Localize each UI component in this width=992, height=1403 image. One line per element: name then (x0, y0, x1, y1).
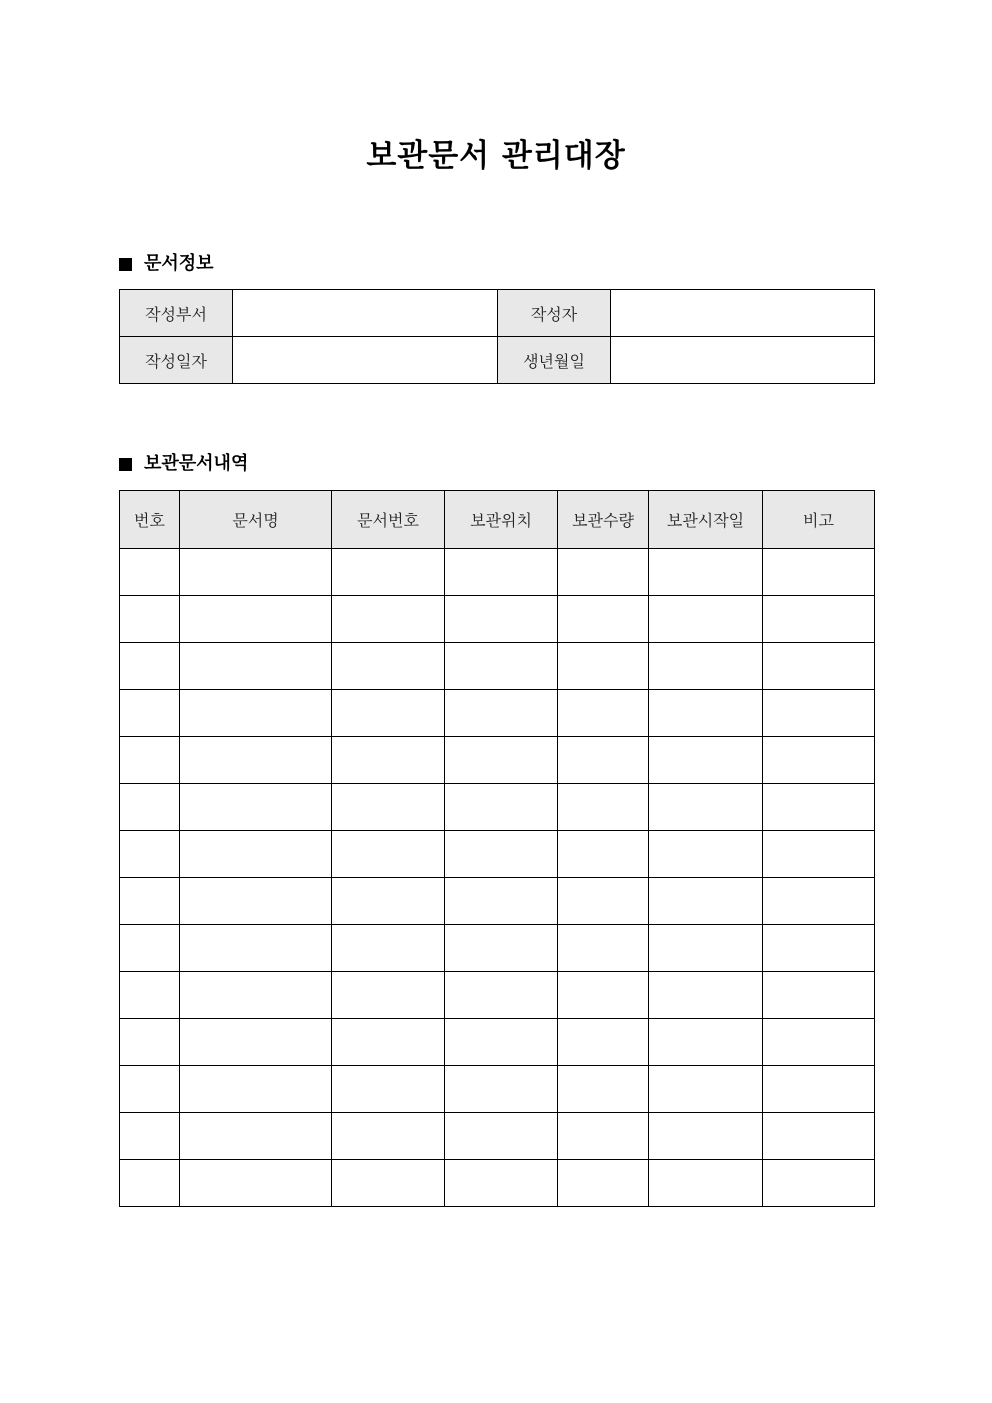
table-row (120, 737, 875, 784)
header-document-name: 문서명 (180, 491, 332, 549)
table-row (120, 1066, 875, 1113)
section-heading-document-info (119, 253, 214, 275)
cell-storage-quantity[interactable] (558, 1066, 649, 1113)
label-birth: 생년월일 (498, 337, 611, 384)
cell-storage-quantity[interactable] (558, 737, 649, 784)
cell-number[interactable] (120, 878, 180, 925)
cell-number[interactable] (120, 1160, 180, 1207)
cell-storage-location[interactable] (445, 690, 558, 737)
cell-document-name[interactable] (180, 1113, 332, 1160)
cell-document-number[interactable] (332, 1160, 445, 1207)
cell-storage-start-date[interactable] (649, 1066, 763, 1113)
cell-storage-quantity[interactable] (558, 878, 649, 925)
square-bullet-icon (119, 258, 132, 271)
cell-document-number[interactable] (332, 643, 445, 690)
archive-list-table (119, 490, 875, 1207)
label-dept: 작성부서 (120, 290, 233, 337)
cell-document-name[interactable] (180, 596, 332, 643)
cell-remarks[interactable] (763, 1160, 875, 1207)
cell-document-number[interactable] (332, 1066, 445, 1113)
cell-storage-location[interactable] (445, 737, 558, 784)
cell-document-name[interactable] (180, 925, 332, 972)
cell-storage-quantity[interactable] (558, 784, 649, 831)
header-storage-start-date: 보관시작일 (649, 491, 763, 549)
value-dept[interactable] (233, 290, 498, 337)
cell-storage-location[interactable] (445, 1019, 558, 1066)
cell-document-number[interactable] (332, 1113, 445, 1160)
table-row (120, 1160, 875, 1207)
cell-document-number[interactable] (332, 596, 445, 643)
cell-number[interactable] (120, 1019, 180, 1066)
cell-number[interactable] (120, 643, 180, 690)
label-date: 작성일자 (120, 337, 233, 384)
cell-storage-quantity[interactable] (558, 1160, 649, 1207)
cell-storage-quantity[interactable] (558, 596, 649, 643)
cell-document-number[interactable] (332, 831, 445, 878)
table-row (120, 1019, 875, 1066)
cell-storage-location[interactable] (445, 831, 558, 878)
label-author: 작성자 (498, 290, 611, 337)
table-header-row (120, 491, 875, 549)
cell-storage-start-date[interactable] (649, 737, 763, 784)
cell-storage-location[interactable] (445, 1160, 558, 1207)
cell-storage-location[interactable] (445, 1066, 558, 1113)
cell-remarks[interactable] (763, 878, 875, 925)
value-date[interactable] (233, 337, 498, 384)
cell-remarks[interactable] (763, 1019, 875, 1066)
cell-document-number[interactable] (332, 549, 445, 596)
cell-storage-quantity[interactable] (558, 549, 649, 596)
cell-document-number[interactable] (332, 878, 445, 925)
cell-document-name[interactable] (180, 878, 332, 925)
cell-number[interactable] (120, 1113, 180, 1160)
cell-storage-quantity[interactable] (558, 1019, 649, 1066)
header-storage-location: 보관위치 (445, 491, 558, 549)
cell-document-name[interactable] (180, 1019, 332, 1066)
cell-storage-start-date[interactable] (649, 1113, 763, 1160)
section-heading-label: 문서정보 (144, 253, 214, 274)
section-heading-archive-list (119, 453, 248, 475)
cell-remarks[interactable] (763, 549, 875, 596)
section-heading-label: 보관문서내역 (144, 453, 249, 474)
cell-remarks[interactable] (763, 1066, 875, 1113)
cell-remarks[interactable] (763, 690, 875, 737)
cell-storage-quantity[interactable] (558, 972, 649, 1019)
cell-remarks[interactable] (763, 784, 875, 831)
table-row (120, 878, 875, 925)
cell-number[interactable] (120, 784, 180, 831)
cell-storage-location[interactable] (445, 549, 558, 596)
cell-storage-start-date[interactable] (649, 596, 763, 643)
cell-document-number[interactable] (332, 737, 445, 784)
header-number: 번호 (120, 491, 180, 549)
cell-storage-location[interactable] (445, 925, 558, 972)
cell-storage-start-date[interactable] (649, 925, 763, 972)
cell-storage-start-date[interactable] (649, 831, 763, 878)
cell-document-name[interactable] (180, 831, 332, 878)
cell-storage-start-date[interactable] (649, 1160, 763, 1207)
cell-number[interactable] (120, 596, 180, 643)
cell-document-name[interactable] (180, 737, 332, 784)
cell-storage-quantity[interactable] (558, 690, 649, 737)
document-info-table (119, 289, 875, 384)
cell-document-name[interactable] (180, 549, 332, 596)
cell-document-number[interactable] (332, 690, 445, 737)
cell-remarks[interactable] (763, 1113, 875, 1160)
cell-document-number[interactable] (332, 925, 445, 972)
cell-storage-start-date[interactable] (649, 643, 763, 690)
cell-number[interactable] (120, 690, 180, 737)
header-document-number: 문서번호 (332, 491, 445, 549)
cell-storage-quantity[interactable] (558, 643, 649, 690)
cell-document-number[interactable] (332, 972, 445, 1019)
cell-storage-quantity[interactable] (558, 831, 649, 878)
table-row (120, 972, 875, 1019)
page-title: 보관문서 관리대장 (366, 138, 626, 174)
table-row (120, 925, 875, 972)
table-row (120, 1113, 875, 1160)
info-row (120, 290, 875, 337)
cell-storage-start-date[interactable] (649, 549, 763, 596)
header-storage-quantity: 보관수량 (558, 491, 649, 549)
table-row (120, 690, 875, 737)
cell-remarks[interactable] (763, 831, 875, 878)
cell-storage-start-date[interactable] (649, 972, 763, 1019)
table-row (120, 784, 875, 831)
cell-number[interactable] (120, 549, 180, 596)
table-row (120, 643, 875, 690)
cell-document-number[interactable] (332, 784, 445, 831)
cell-document-name[interactable] (180, 1066, 332, 1113)
value-birth[interactable] (611, 337, 875, 384)
table-row (120, 831, 875, 878)
cell-number[interactable] (120, 972, 180, 1019)
table-row (120, 596, 875, 643)
cell-document-name[interactable] (180, 690, 332, 737)
cell-storage-quantity[interactable] (558, 925, 649, 972)
cell-document-name[interactable] (180, 972, 332, 1019)
cell-storage-location[interactable] (445, 878, 558, 925)
cell-remarks[interactable] (763, 925, 875, 972)
cell-number[interactable] (120, 1066, 180, 1113)
cell-storage-location[interactable] (445, 596, 558, 643)
header-remarks: 비고 (763, 491, 875, 549)
cell-number[interactable] (120, 737, 180, 784)
square-bullet-icon (119, 458, 132, 471)
cell-document-name[interactable] (180, 643, 332, 690)
value-author[interactable] (611, 290, 875, 337)
cell-storage-start-date[interactable] (649, 1019, 763, 1066)
cell-storage-start-date[interactable] (649, 878, 763, 925)
cell-storage-location[interactable] (445, 643, 558, 690)
cell-remarks[interactable] (763, 596, 875, 643)
cell-storage-start-date[interactable] (649, 784, 763, 831)
cell-document-number[interactable] (332, 1019, 445, 1066)
cell-remarks[interactable] (763, 737, 875, 784)
cell-document-name[interactable] (180, 1160, 332, 1207)
cell-storage-location[interactable] (445, 784, 558, 831)
cell-storage-location[interactable] (445, 972, 558, 1019)
table-row (120, 549, 875, 596)
info-row (120, 337, 875, 384)
cell-remarks[interactable] (763, 972, 875, 1019)
cell-storage-location[interactable] (445, 1113, 558, 1160)
cell-storage-quantity[interactable] (558, 1113, 649, 1160)
cell-remarks[interactable] (763, 643, 875, 690)
cell-number[interactable] (120, 831, 180, 878)
cell-storage-start-date[interactable] (649, 690, 763, 737)
cell-document-name[interactable] (180, 784, 332, 831)
cell-number[interactable] (120, 925, 180, 972)
